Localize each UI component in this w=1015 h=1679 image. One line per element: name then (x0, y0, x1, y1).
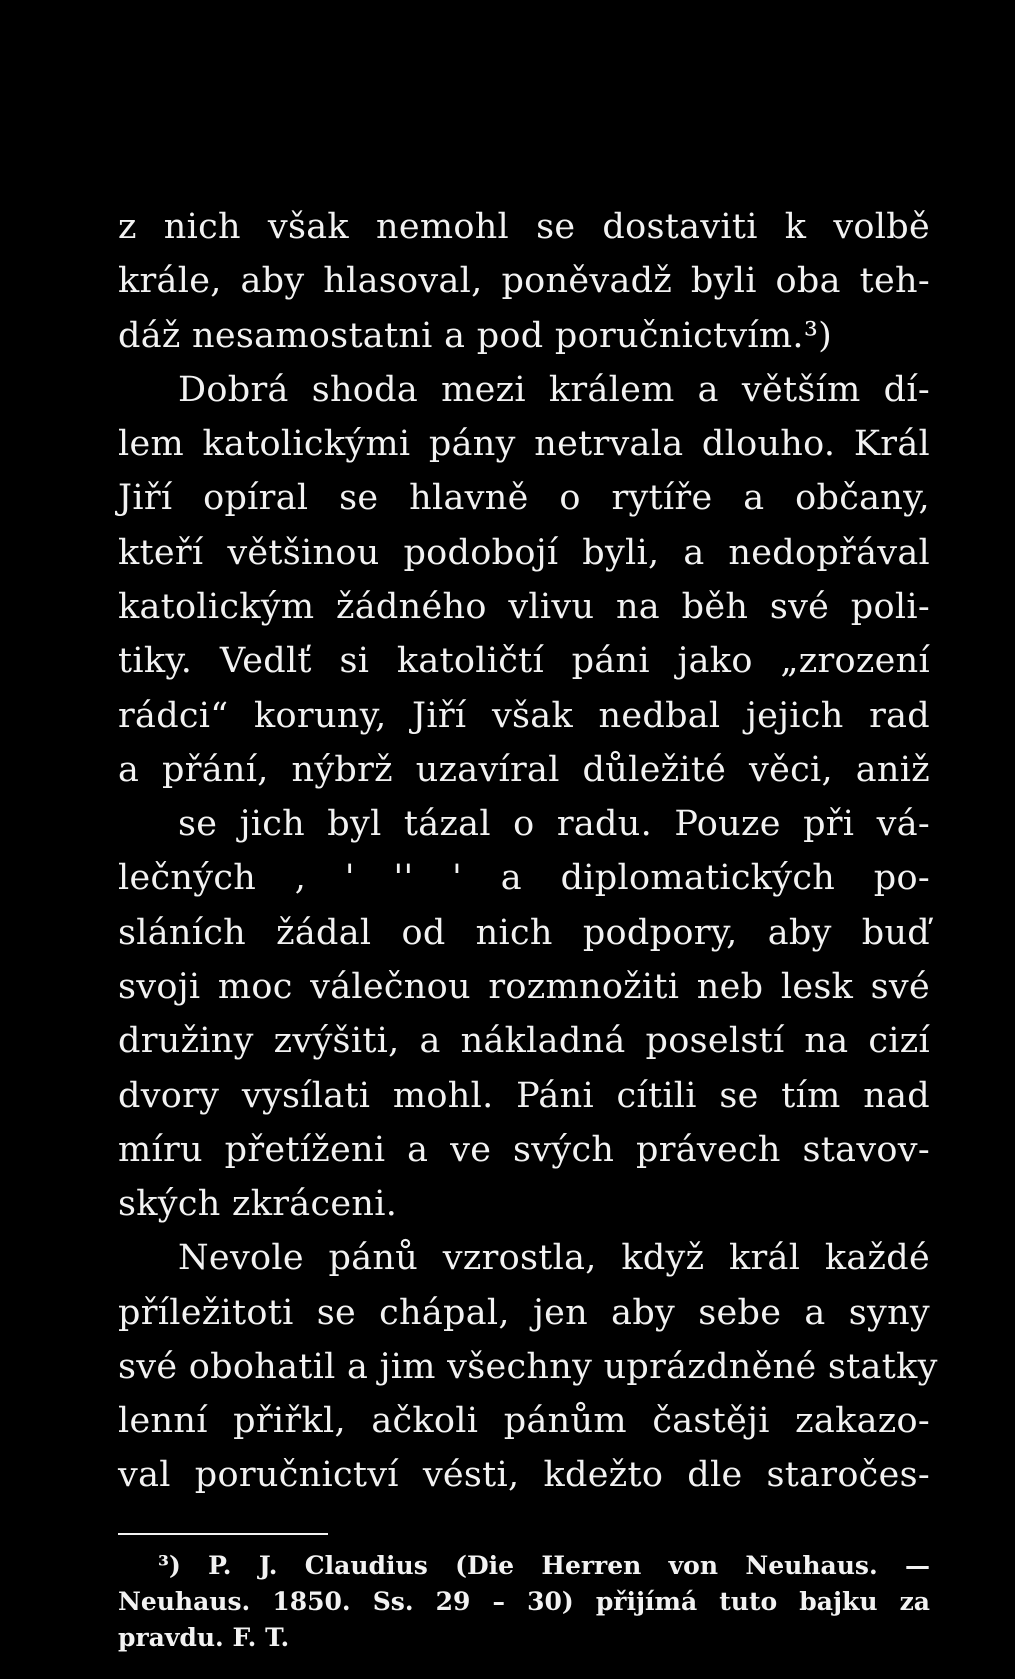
main-text (118, 200, 938, 1503)
text-line-10: rádci“ koruny, Jiří však nedbal jejich rad (118, 695, 930, 736)
footnote-line-2: Neuhaus. 1850. Ss. 29 – 30) přijímá tuto bajku za (118, 1587, 930, 1616)
text-line-6: Jiří opíral se hlavně o rytíře a občany, (118, 478, 930, 519)
text-line-1: z nich však nemohl se dostaviti k volbě (118, 207, 930, 247)
text-line-4: Dobrá shoda mezi králem a větším dí- (178, 369, 930, 410)
text-line-15: svoji moc válečnou rozmnožiti neb lesk své (118, 966, 930, 1007)
text-line-14: sláních žádal od nich podpory, aby buď (118, 912, 930, 953)
footnote-line-3: pravdu. F. T. (118, 1623, 290, 1652)
text-line-23: lenní přiřkl, ačkoli pánům častěji zakazo- (118, 1401, 930, 1442)
text-line-5: lem katolickými pány netrvala dlouho. Král (118, 424, 930, 465)
text-line-24: val poručnictví vésti, kdežto dle staročes- (118, 1455, 930, 1496)
text-line-20: Nevole pánů vzrostla, když král každé (178, 1238, 930, 1279)
text-line-11: a přání, nýbrž uzavíral důležité věci, aniž (118, 749, 930, 790)
text-line-9: tiky. Vedlť si katoličtí páni jako „zrození (118, 641, 930, 682)
footnote-line-1: ³) P. J. Claudius (Die Herren von Neuhaus. — (158, 1551, 930, 1580)
text-line-12: se jich byl tázal o radu. Pouze při vá- (178, 804, 930, 845)
text-line-13: lečných , ' '' ' a diplomatických po- (118, 858, 930, 899)
text-line-7: kteří většinou podobojí byli, a nedopřával (118, 532, 930, 573)
footnotes (118, 1548, 930, 1656)
text-line-22: své obohatil a jim všechny uprázdněné statky (118, 1346, 938, 1387)
text-line-21: příležitoti se chápal, jen aby sebe a syny (118, 1292, 930, 1333)
text-line-18: míru přetíženi a ve svých právech stavov- (118, 1129, 930, 1170)
text-line-8: katolickým žádného vlivu na běh své poli- (118, 586, 930, 627)
text-line-2: krále, aby hlasoval, poněvadž byli oba teh- (118, 261, 930, 302)
text-line-16: družiny zvýšiti, a nákladná poselstí na cizí (118, 1021, 930, 1062)
text-line-3: dáž nesamostatni a pod poručnictvím.³) (118, 315, 833, 356)
footnote-divider (118, 1533, 328, 1535)
text-line-17: dvory vysílati mohl. Páni cítili se tím nad (118, 1075, 930, 1116)
text-line-19: ských zkráceni. (118, 1184, 398, 1225)
